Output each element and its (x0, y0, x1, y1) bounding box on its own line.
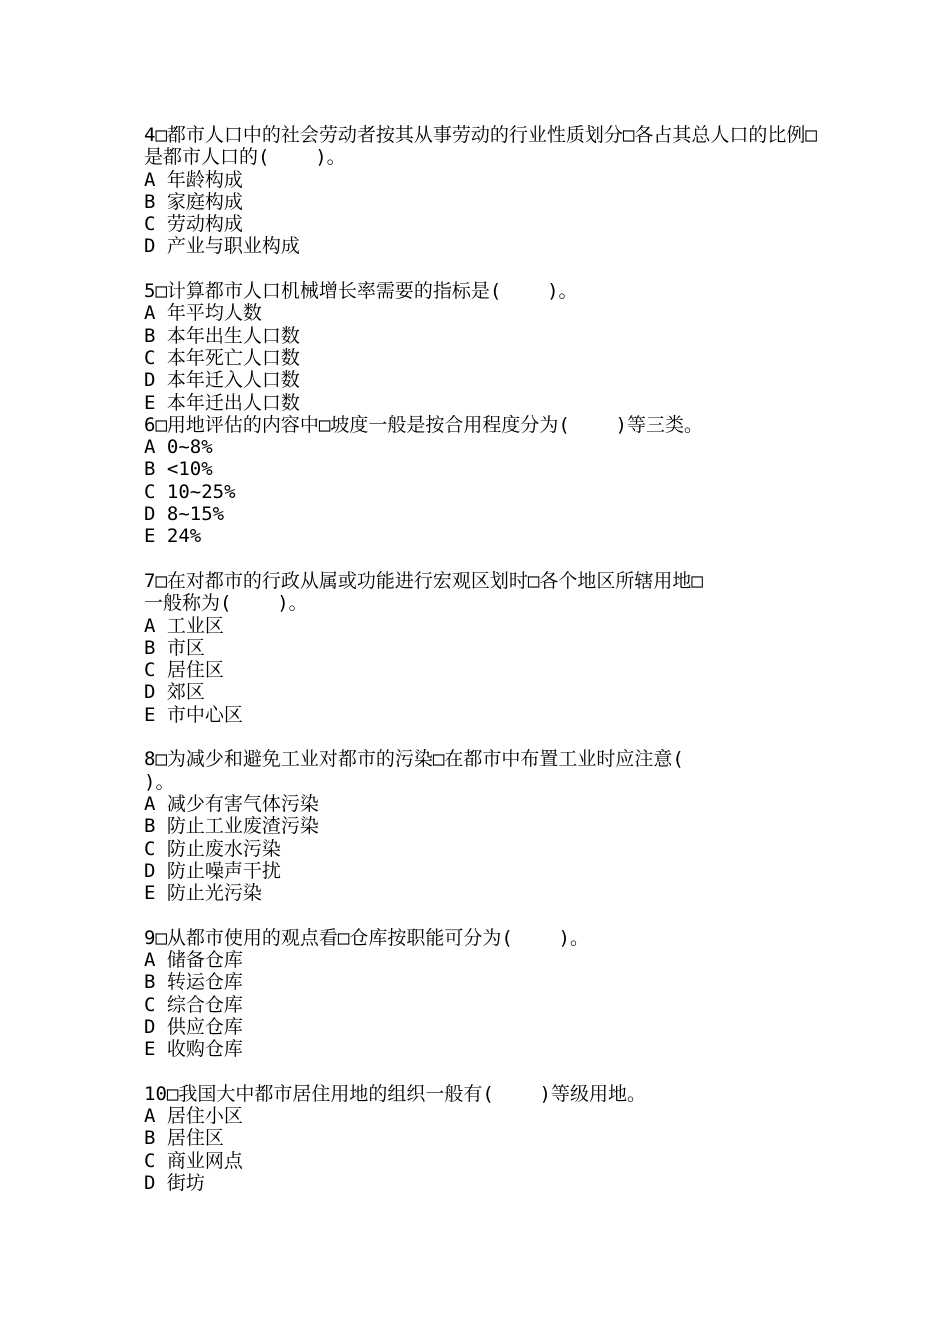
question-stem: 6□用地评估的内容中□坡度一般是按合用程度分为( )等三类。 (144, 413, 703, 436)
option-a: A 年平均人数 (144, 302, 262, 325)
question-9 (144, 927, 824, 1061)
question-stem: 4□都市人口中的社会劳动者按其从事劳动的行业性质划分□各占其总人口的比例□是都市人口的( )。 (144, 124, 817, 169)
question-7 (144, 570, 824, 726)
question-5 (144, 280, 824, 414)
option-c: C 防止废水污染 (144, 837, 281, 860)
option-a: A 工业区 (144, 614, 224, 637)
option-a: A 年龄构成 (144, 168, 243, 191)
question-6 (144, 414, 824, 548)
option-d: D 产业与职业构成 (144, 235, 300, 258)
option-b: B 防止工业废渣污染 (144, 815, 319, 838)
option-d: D 8~15% (144, 503, 225, 526)
option-c: C 商业网点 (144, 1149, 243, 1172)
option-b: B 本年出生人口数 (144, 324, 300, 347)
option-c: C 综合仓库 (144, 993, 243, 1016)
option-c: C 本年死亡人口数 (144, 346, 300, 369)
option-b: B 转运仓库 (144, 971, 243, 994)
question-10 (144, 1083, 824, 1194)
option-d: D 街坊 (144, 1171, 205, 1194)
option-e: E 收购仓库 (144, 1038, 243, 1061)
option-d: D 郊区 (144, 681, 205, 704)
option-d: D 本年迁入人口数 (144, 369, 300, 392)
option-e: E 本年迁出人口数 (144, 391, 300, 414)
option-e: E 24% (144, 525, 202, 548)
question-list (144, 124, 824, 1194)
question-stem: 9□从都市使用的观点看□仓库按职能可分为( )。 (144, 926, 589, 949)
option-b: B 市区 (144, 636, 205, 659)
option-e: E 市中心区 (144, 703, 243, 726)
question-stem: 5□计算都市人口机械增长率需要的指标是( )。 (144, 280, 578, 303)
option-b: B 家庭构成 (144, 190, 243, 213)
option-a: A 减少有害气体污染 (144, 792, 319, 815)
option-c: C 劳动构成 (144, 213, 243, 236)
question-4 (144, 124, 824, 258)
option-e: E 防止光污染 (144, 882, 262, 905)
option-b: B <10% (144, 458, 213, 481)
option-b: B 居住区 (144, 1127, 224, 1150)
option-a: A 0~8% (144, 436, 213, 459)
question-stem: 10□我国大中都市居住用地的组织一般有( )等级用地。 (144, 1082, 646, 1105)
question-stem: 7□在对都市的行政从属或功能进行宏观区划时□各个地区所辖用地□ 一般称为( )。 (144, 569, 703, 615)
option-d: D 供应仓库 (144, 1015, 243, 1038)
option-a: A 储备仓库 (144, 948, 243, 971)
option-a: A 居住小区 (144, 1105, 243, 1128)
option-d: D 防止噪声干扰 (144, 859, 281, 882)
option-c: C 10~25% (144, 480, 236, 503)
question-stem: 8□为减少和避免工业对都市的污染□在都市中布置工业时应注意( )。 (144, 748, 684, 793)
option-c: C 居住区 (144, 659, 224, 682)
question-8 (144, 748, 824, 904)
